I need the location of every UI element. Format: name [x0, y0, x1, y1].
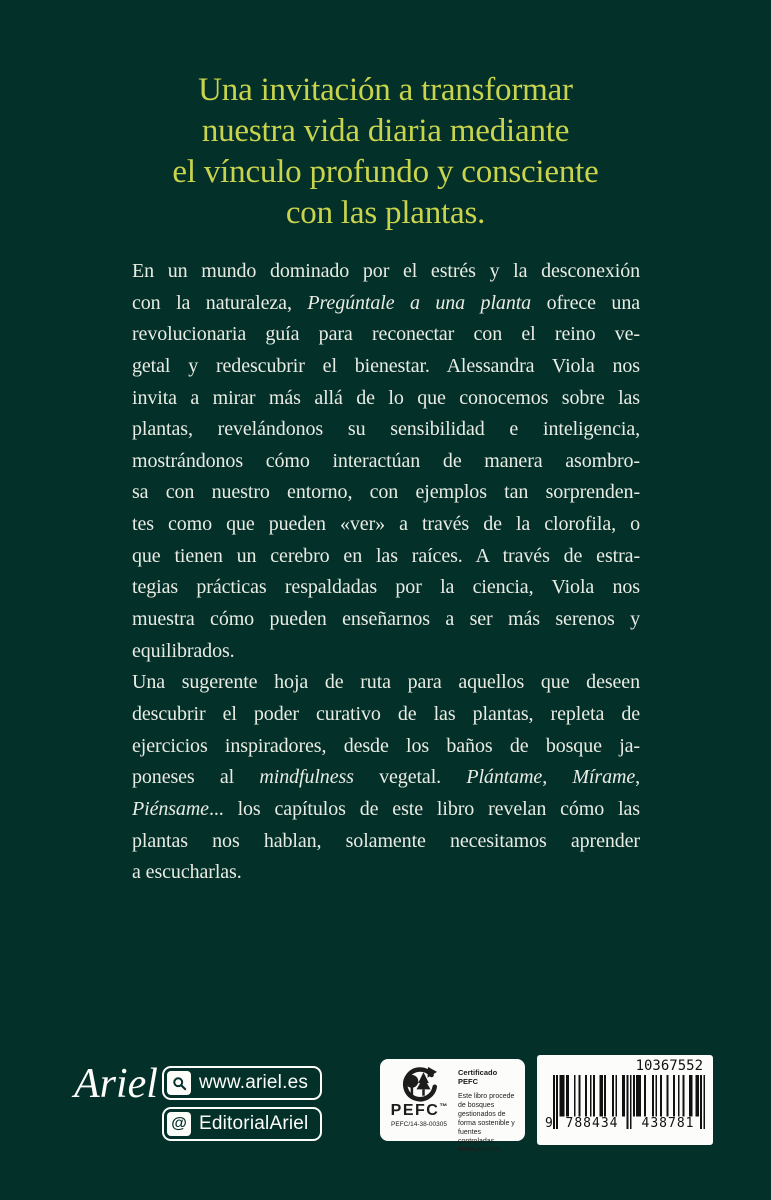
contact-badges — [162, 1066, 322, 1141]
website-badge-label: www.ariel.es — [199, 1072, 309, 1093]
blurb-line: invita a mirar más allá de lo que conocemos sobre las — [132, 386, 640, 409]
headline-line: el vínculo profundo y consciente — [172, 154, 599, 190]
blurb-line: a escucharlas. — [132, 861, 242, 884]
blurb-line: plantas nos hablan, solamente necesitamos aprender — [132, 829, 640, 852]
blurb-line: getal y redescubrir el bienestar. Alessandra Viola nos — [132, 354, 640, 377]
pefc-trees-icon — [396, 1066, 442, 1102]
pefc-title: Certificado PEFC — [458, 1068, 498, 1086]
blurb-line: revolucionaria guía para reconectar con el reino ve- — [132, 323, 640, 346]
pefc-certification-label — [380, 1059, 525, 1153]
search-icon — [167, 1071, 191, 1095]
social-badge-label: EditorialAriel — [199, 1113, 309, 1134]
blurb-line: que tienen un cerebro en las raíces. A través de estra- — [132, 544, 640, 567]
blurb-line: poneses al mindfulness vegetal. Plántame, Mírame, — [132, 766, 640, 789]
barcode — [537, 1055, 713, 1145]
pefc-cert-code: PEFC/14-38-00305 — [390, 1121, 447, 1128]
pefc-website: www.pefc.es — [458, 1146, 501, 1153]
blurb-line: sa con nuestro entorno, con ejemplos tan sorprenden- — [132, 481, 640, 504]
blurb-line: equilibrados. — [132, 639, 235, 662]
isbn-digits — [545, 1116, 705, 1131]
blurb-line: tes como que pueden «ver» a través de la clorofila, o — [132, 513, 640, 536]
blurb-text — [132, 256, 640, 889]
isbn-digit-group: 9 — [545, 1116, 554, 1131]
blurb-line: Una sugerente hoja de ruta para aquellos que deseen — [132, 671, 640, 694]
blurb-line: descubrir el poder curativo de las plantas, repleta de — [132, 702, 640, 725]
blurb-line: ejercicios inspiradores, desde los baños de bosque ja- — [132, 734, 640, 757]
blurb-line: plantas, revelándonos su sensibilidad e inteligencia, — [132, 418, 640, 441]
headline — [0, 70, 771, 234]
at-icon: @ — [167, 1112, 191, 1136]
headline-line: Una invitación a transformar — [198, 72, 573, 108]
barcode-number: 10367552 — [635, 1058, 703, 1074]
pefc-description: Este libro procede de bosques gestionados de forma sostenible y fuentes controladas — [458, 1093, 515, 1145]
blurb-line: En un mundo dominado por el estrés y la desconexión — [132, 260, 640, 282]
ariel-publisher-logo: Ariel — [74, 1061, 158, 1107]
headline-line: nuestra vida diaria mediante — [201, 113, 570, 149]
blurb-line: Piénsame... los capítulos de este libro revelan cómo las — [132, 797, 640, 820]
isbn-digit-group: 788434 — [565, 1116, 619, 1131]
website-badge — [162, 1066, 322, 1100]
pefc-logo-block — [387, 1066, 451, 1136]
pefc-text-block — [458, 1066, 518, 1153]
blurb-line: tegias prácticas respaldadas por la ciencia, Viola nos — [132, 576, 640, 599]
blurb-line: con la naturaleza, Pregúntale a una planta ofrece una — [132, 291, 640, 314]
social-badge — [162, 1107, 322, 1141]
pefc-wordmark: PEFC™ — [390, 1102, 448, 1119]
blurb-line: mostrándonos cómo interactúan de manera asombro- — [132, 449, 640, 472]
isbn-digit-group: 438781 — [641, 1116, 695, 1131]
headline-line: con las plantas. — [285, 195, 486, 231]
blurb-line: muestra cómo pueden enseñarnos a ser más serenos y — [132, 608, 640, 631]
